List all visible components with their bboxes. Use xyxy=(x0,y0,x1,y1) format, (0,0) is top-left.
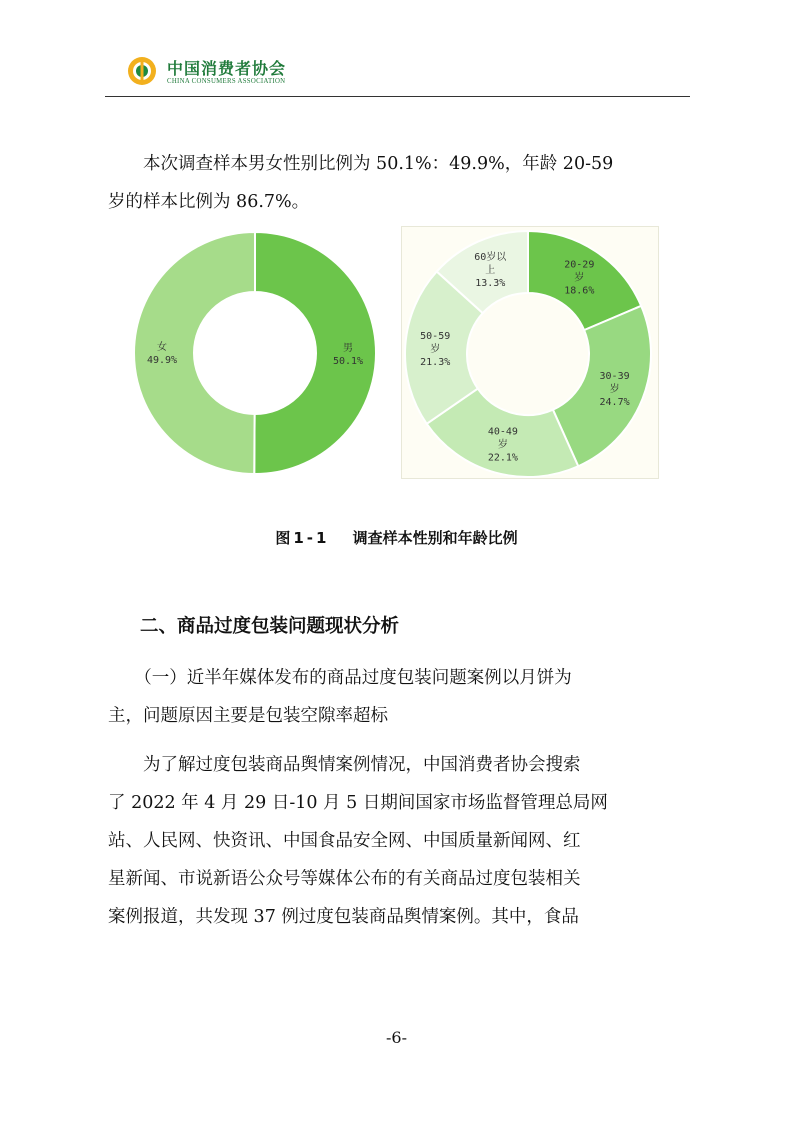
body-line: 星新闻、市说新语公众号等媒体公布的有关商品过度包装相关 xyxy=(108,869,581,889)
slice-label: 岁 xyxy=(574,272,585,284)
body-line: 为了解过度包装商品舆情案例情况，中国消费者协会搜索 xyxy=(108,755,581,775)
slice-label: 21.3% xyxy=(420,356,451,368)
intro-line: 本次调查样本男女性别比例为 50.1%：49.9%，年龄 20-59 xyxy=(108,154,614,174)
org-name-en: CHINA CONSUMERS ASSOCIATION xyxy=(167,78,286,85)
figure-title: 调查样本性别和年龄比例 xyxy=(352,529,518,547)
age-donut-chart xyxy=(402,227,660,480)
slice-label: 岁 xyxy=(497,439,508,451)
body-line: 案例报道，共发现 37 例过度包装商品舆情案例。其中，食品 xyxy=(108,907,579,927)
body-line: 了 2022 年 4 月 29 日-10 月 5 日期间国家市场监督管理总局网 xyxy=(108,793,608,813)
section-heading: 二、商品过度包装问题现状分析 xyxy=(140,616,400,637)
consumer-association-emblem-icon xyxy=(127,56,157,86)
slice-label: 男 xyxy=(342,342,353,354)
slice-label: 50-59 xyxy=(420,330,451,342)
slice-label: 30-39 xyxy=(599,370,630,382)
page-header xyxy=(105,48,690,97)
slice-label: 20-29 xyxy=(564,259,595,271)
slice-label: 上 xyxy=(485,265,496,277)
slice-label: 60岁以 xyxy=(474,252,507,264)
pie-slice xyxy=(134,232,255,474)
sub-heading-line: 主，问题原因主要是包装空隙率超标 xyxy=(108,706,388,726)
slice-label: 50.1% xyxy=(332,355,364,367)
slice-label: 22.1% xyxy=(487,452,518,464)
slice-label: 40-49 xyxy=(487,426,518,438)
slice-label: 24.7% xyxy=(599,396,630,408)
slice-label: 49.9% xyxy=(146,355,178,367)
figure-caption xyxy=(0,527,793,548)
slice-label: 18.6% xyxy=(564,285,595,297)
org-name-cn: 中国消费者协会 xyxy=(167,59,287,78)
sub-heading-line: （一）近半年媒体发布的商品过度包装问题案例以月饼为 xyxy=(108,668,572,688)
slice-label: 女 xyxy=(157,342,168,354)
page-number: -6- xyxy=(386,1028,407,1047)
slice-label: 岁 xyxy=(430,343,441,355)
pie-slice xyxy=(254,232,376,474)
slice-label: 岁 xyxy=(609,383,620,395)
figure-number: 图1-1 xyxy=(275,529,330,547)
body-line: 站、人民网、快资讯、中国食品安全网、中国质量新闻网、红 xyxy=(108,831,581,851)
age-chart-frame xyxy=(401,226,659,479)
gender-donut-chart xyxy=(130,228,380,478)
slice-label: 13.3% xyxy=(475,278,506,290)
intro-line: 岁的样本比例为 86.7%。 xyxy=(108,192,310,212)
